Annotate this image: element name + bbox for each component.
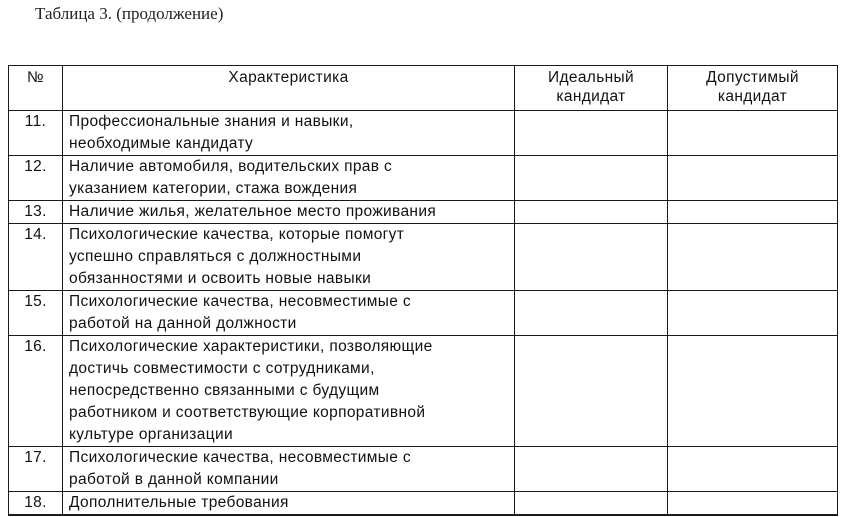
row-number: 13. xyxy=(9,201,63,224)
row-number: 14. xyxy=(9,224,63,291)
row-characteristic: Психологические качества, несовместимые с работой в данной компании xyxy=(63,447,515,492)
row-characteristic: Психологические качества, несовместимые с работой на данной должности xyxy=(63,291,515,336)
table-row xyxy=(9,156,838,201)
row-number: 12. xyxy=(9,156,63,201)
table-row xyxy=(9,201,838,224)
table-row xyxy=(9,336,838,447)
header-num: № xyxy=(9,66,63,111)
row-acceptable-cell[interactable] xyxy=(668,291,838,336)
table-row xyxy=(9,291,838,336)
row-ideal-cell[interactable] xyxy=(515,224,668,291)
header-characteristic: Характеристика xyxy=(63,66,515,111)
row-characteristic: Наличие автомобиля, водительских прав с указанием категории, стажа вождения xyxy=(63,156,515,201)
header-acceptable-line1: Допустимый xyxy=(706,69,799,86)
row-characteristic: Психологические качества, которые помогут успешно справляться с должностными обязанностями и освоить новые навыки xyxy=(63,224,515,291)
table-header-row xyxy=(9,66,838,111)
row-acceptable-cell[interactable] xyxy=(668,111,838,156)
row-ideal-cell[interactable] xyxy=(515,447,668,492)
header-acceptable-candidate xyxy=(668,66,838,111)
row-number: 17. xyxy=(9,447,63,492)
row-number: 15. xyxy=(9,291,63,336)
row-acceptable-cell[interactable] xyxy=(668,492,838,516)
header-acceptable-line2: кандидат xyxy=(717,88,788,105)
table-row xyxy=(9,224,838,291)
table-row xyxy=(9,111,838,156)
row-acceptable-cell[interactable] xyxy=(668,201,838,224)
row-ideal-cell[interactable] xyxy=(515,291,668,336)
requirements-table xyxy=(8,65,838,516)
table-caption: Таблица 3. (продолжение) xyxy=(35,4,224,23)
header-ideal-line1: Идеальный xyxy=(547,69,635,86)
row-number: 16. xyxy=(9,336,63,447)
row-ideal-cell[interactable] xyxy=(515,111,668,156)
row-characteristic: Психологические характеристики, позволяющие достичь совместимости с сотрудниками, непосредственно связанными с будущим работником и соответствующие корпоративной культуре организации xyxy=(63,336,515,447)
row-characteristic: Дополнительные требования xyxy=(63,492,515,516)
row-number: 11. xyxy=(9,111,63,156)
table-row xyxy=(9,447,838,492)
row-acceptable-cell[interactable] xyxy=(668,156,838,201)
row-acceptable-cell[interactable] xyxy=(668,447,838,492)
table-row xyxy=(9,492,838,516)
row-ideal-cell[interactable] xyxy=(515,201,668,224)
row-characteristic: Профессиональные знания и навыки, необходимые кандидату xyxy=(63,111,515,156)
row-acceptable-cell[interactable] xyxy=(668,336,838,447)
header-ideal-line2: кандидат xyxy=(556,88,626,105)
row-ideal-cell[interactable] xyxy=(515,336,668,447)
header-ideal-candidate xyxy=(515,66,668,111)
row-characteristic: Наличие жилья, желательное место проживания xyxy=(63,201,515,224)
row-ideal-cell[interactable] xyxy=(515,156,668,201)
row-acceptable-cell[interactable] xyxy=(668,224,838,291)
row-ideal-cell[interactable] xyxy=(515,492,668,516)
row-number: 18. xyxy=(9,492,63,516)
